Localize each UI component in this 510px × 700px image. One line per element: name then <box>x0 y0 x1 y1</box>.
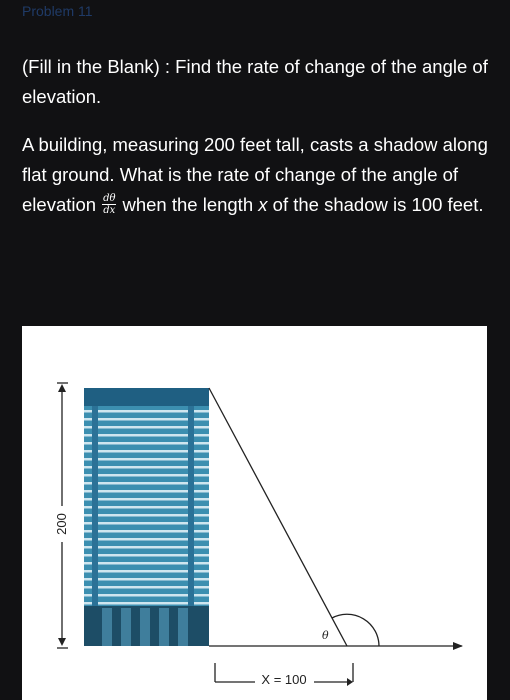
question-intro: (Fill in the Blank) : Find the rate of change of the angle of elevation. <box>22 56 488 107</box>
question-body-part2: when the length <box>122 194 254 215</box>
fraction-denominator: dx <box>103 204 116 216</box>
building-diagram <box>22 326 487 700</box>
base-column <box>159 608 169 646</box>
base-column <box>140 608 150 646</box>
question-body-part3: of the shadow is 100 feet. <box>272 194 484 215</box>
diagram-svg <box>22 326 487 700</box>
base-column <box>121 608 131 646</box>
shadow-label: X = 100 <box>261 672 307 687</box>
fraction-numerator: dθ <box>103 192 116 204</box>
height-dimension <box>50 383 74 648</box>
sight-line <box>209 388 347 646</box>
question-body-part1: A building, measuring 200 feet tall, casts a shadow along flat ground. What is the rate of change of the angle of elevation <box>22 134 488 215</box>
variable-x: x <box>258 194 268 215</box>
base-column <box>102 608 112 646</box>
height-label: 200 <box>54 513 69 535</box>
angle-label: θ <box>322 629 329 642</box>
question-body <box>22 130 492 220</box>
base-column <box>178 608 188 646</box>
problem-header: Problem 11 <box>22 3 93 19</box>
shadow-dimension <box>215 663 353 687</box>
derivative-fraction <box>102 193 116 216</box>
building <box>84 388 209 646</box>
